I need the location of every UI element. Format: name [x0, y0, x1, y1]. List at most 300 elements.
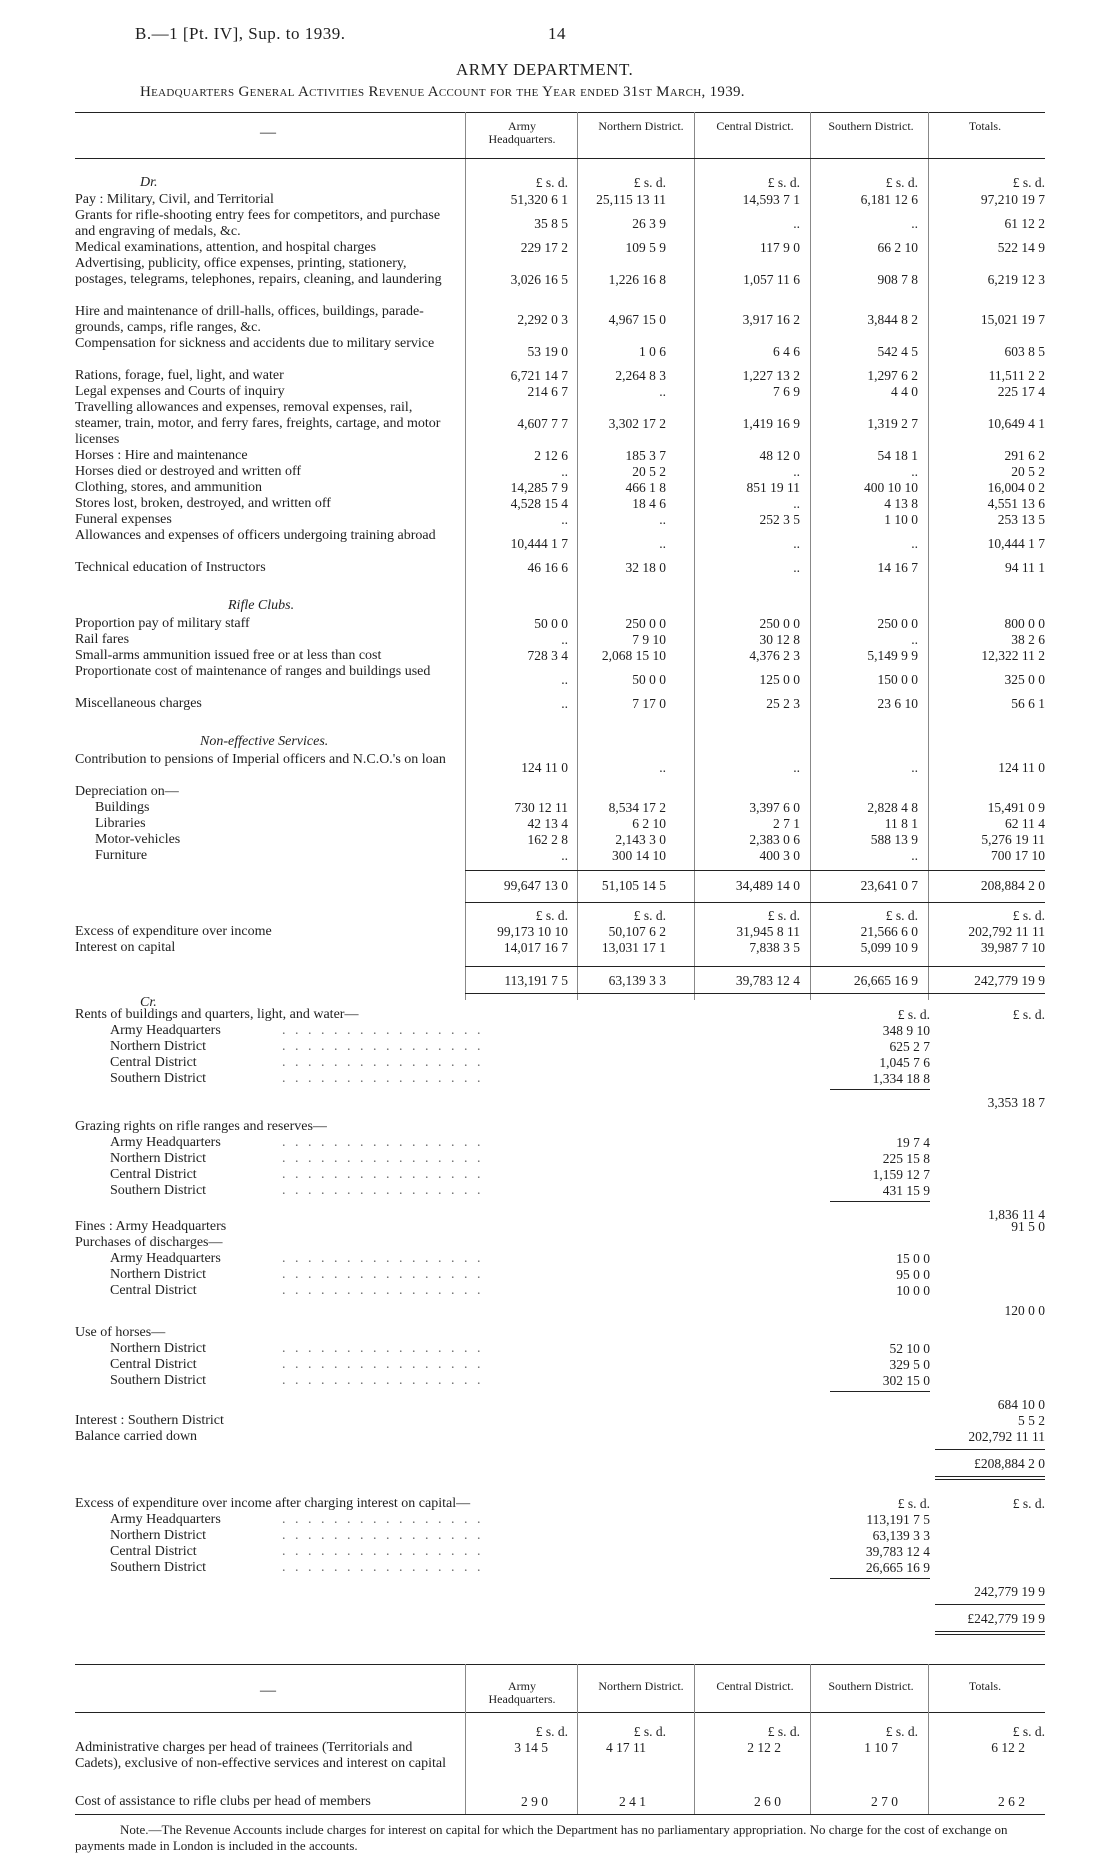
- cell-nd: 26 3 9: [632, 216, 666, 231]
- column-rule: [694, 1664, 695, 1814]
- cr-item-amount: 39,783 12 4: [865, 1544, 930, 1559]
- interest-total: 5 5 2: [1018, 1413, 1045, 1428]
- cell-tot: 10,444 1 7: [987, 536, 1045, 551]
- cell-tot: 12,322 11 2: [981, 648, 1045, 663]
- cell-nd: ..: [659, 760, 666, 775]
- cr-item-label: Army Headquarters: [110, 1023, 221, 1038]
- cell-ahq: ..: [561, 512, 568, 527]
- cell-nd: ..: [659, 512, 666, 527]
- rule-line: [465, 870, 1045, 871]
- per-head-cd: 2 12 2: [747, 1740, 781, 1755]
- row-label: Small-arms ammunition issued free or at less than cost: [75, 648, 382, 663]
- cell-cd: 3,397 6 0: [749, 800, 800, 815]
- rule-line: [465, 993, 1045, 994]
- balance-label: Balance carried down: [75, 1429, 198, 1444]
- cell-sd: 150 0 0: [877, 672, 918, 687]
- cell-sd: 1,297 6 2: [867, 368, 918, 383]
- discharges-total: 120 0 0: [1004, 1303, 1045, 1318]
- cr-item-amount: 15 0 0: [896, 1251, 930, 1266]
- cell-tot: 20 5 2: [1011, 464, 1045, 479]
- currency-ph-nd: £ s. d.: [633, 1724, 666, 1739]
- rule-line: [75, 158, 1045, 159]
- cell-sd: ..: [911, 536, 918, 551]
- cell-ahq: 35 8 5: [534, 216, 568, 231]
- account-title: Headquarters General Activities Revenue Account for the Year ended 31st March, 1939.: [140, 84, 745, 100]
- cell-sd: ..: [911, 848, 918, 863]
- cr-item-label: Central District: [110, 1055, 197, 1070]
- ph-column-heading-ahq: Army Headquarters.: [488, 1679, 556, 1706]
- depreciation-label: Furniture: [95, 848, 148, 863]
- cell-sd: 23 6 10: [877, 696, 918, 711]
- currency-dr-ahq: £ s. d.: [535, 175, 568, 190]
- excess-total-tot: 242,779 19 9: [974, 973, 1045, 988]
- cell-ahq: 46 16 6: [527, 560, 568, 575]
- cell-tot: 4,551 13 6: [987, 496, 1045, 511]
- cell-ahq: 124 11 0: [521, 760, 568, 775]
- cr-item-label: Northern District: [110, 1151, 207, 1166]
- cell-cd: 4,376 2 3: [749, 648, 800, 663]
- ph-column-heading-cd: Central District.: [716, 1679, 794, 1693]
- cell-cd: 3,917 16 2: [742, 312, 800, 327]
- cell-nd: 250 0 0: [625, 616, 666, 631]
- cell-sd: 588 13 9: [870, 832, 918, 847]
- cell-sd: 1 10 0: [884, 512, 918, 527]
- cell-nd: 2,264 8 3: [615, 368, 666, 383]
- rule-line: [465, 966, 1045, 967]
- leader-dots: . . . . . . . . . . . . . . . .: [282, 1167, 484, 1182]
- row-label: Rations, forage, fuel, light, and water: [75, 368, 284, 383]
- cell-cd: 48 12 0: [759, 448, 800, 463]
- cell-ahq: 3,026 16 5: [510, 272, 568, 287]
- cell-ahq: 50 0 0: [534, 616, 568, 631]
- cell-sd: 3,844 8 2: [867, 312, 918, 327]
- rule-line: [75, 1814, 1045, 1815]
- cell-sd: 908 7 8: [877, 272, 918, 287]
- leader-dots: . . . . . . . . . . . . . . . .: [282, 1283, 484, 1298]
- leader-dots: . . . . . . . . . . . . . . . .: [282, 1135, 484, 1150]
- excess-total-cd: 39,783 12 4: [735, 973, 800, 988]
- currency-ai-tot: £ s. d.: [1012, 1496, 1045, 1511]
- cell-ahq: 14,285 7 9: [510, 480, 568, 495]
- leader-dots: . . . . . . . . . . . . . . . .: [282, 1357, 484, 1372]
- cell-cd: 851 19 11: [746, 480, 800, 495]
- cr-item-amount: 63,139 3 3: [872, 1528, 930, 1543]
- row-label: Technical education of Instructors: [75, 560, 266, 575]
- cell-tot: 700 17 10: [991, 848, 1045, 863]
- cell-cd: 250 0 0: [759, 616, 800, 631]
- rule-line: [935, 1476, 1045, 1477]
- cell-cd: 6 4 6: [773, 344, 800, 359]
- cr-item-label: Northern District: [110, 1341, 207, 1356]
- cell-nd: 13,031 17 1: [601, 940, 666, 955]
- excess-label: Excess of expenditure over income: [75, 924, 272, 939]
- horses-heading: Use of horses—: [75, 1325, 166, 1340]
- cell-sd: 250 0 0: [877, 616, 918, 631]
- cell-sd: ..: [911, 632, 918, 647]
- leader-dots: . . . . . . . . . . . . . . . .: [282, 1560, 484, 1575]
- cell-tot: 225 17 4: [997, 384, 1045, 399]
- department-title: ARMY DEPARTMENT.: [456, 60, 634, 79]
- column-rule: [465, 1664, 466, 1814]
- cell-ahq: ..: [561, 672, 568, 687]
- cell-cd: 2 7 1: [773, 816, 800, 831]
- non-effective-heading: Non-effective Services.: [200, 734, 329, 749]
- currency-dr-cd: £ s. d.: [767, 175, 800, 190]
- per-head-label: Administrative charges per head of trainees (Territorials and Cadets), exclusive of non-effective services and interest on capital: [75, 1740, 446, 1771]
- currency-dr-tot: £ s. d.: [1012, 175, 1045, 190]
- per-head-ahq: 3 14 5: [514, 1740, 548, 1755]
- cell-cd: 117 9 0: [760, 240, 800, 255]
- rule-line: [75, 1712, 1045, 1713]
- cell-tot: 6,219 12 3: [987, 272, 1045, 287]
- cell-nd: 300 14 10: [612, 848, 666, 863]
- cell-cd: ..: [793, 496, 800, 511]
- column-rule: [928, 112, 929, 1000]
- cell-sd: 14 16 7: [877, 560, 918, 575]
- cell-sd: 6,181 12 6: [860, 192, 918, 207]
- cr-item-label: Central District: [110, 1357, 197, 1372]
- cell-nd: 1 0 6: [639, 344, 666, 359]
- dr-heading: Dr.: [140, 175, 158, 190]
- rule-line: [75, 112, 1045, 113]
- cr-item-label: Southern District: [110, 1560, 207, 1575]
- cr-item-label: Southern District: [110, 1071, 207, 1086]
- cell-tot: 5,276 19 11: [981, 832, 1045, 847]
- cr-item-amount: 625 2 7: [889, 1039, 930, 1054]
- currency-cr-tot: £ s. d.: [1012, 1007, 1045, 1022]
- cell-cd: 252 3 5: [759, 512, 800, 527]
- per-head-tot: 6 12 2: [991, 1740, 1025, 1755]
- per-head-cd: 2 6 0: [754, 1794, 781, 1809]
- fines-total: 91 5 0: [1011, 1219, 1045, 1234]
- cell-cd: 31,945 8 11: [736, 924, 800, 939]
- cell-nd: 4,967 15 0: [608, 312, 666, 327]
- cr-group-heading: Grazing rights on rifle ranges and reserves—: [75, 1119, 327, 1134]
- footnote: Note.—The Revenue Accounts include charges for interest on capital for which the Department has no parliamentary appropriation. No charge for the cost of exchange on payments made in London is included in the accounts.: [75, 1822, 1008, 1853]
- cell-sd: 400 10 10: [864, 480, 918, 495]
- cell-tot: 800 0 0: [1004, 616, 1045, 631]
- currency-excess-tot: £ s. d.: [1012, 908, 1045, 923]
- cell-cd: 25 2 3: [766, 696, 800, 711]
- leader-dots: . . . . . . . . . . . . . . . .: [282, 1151, 484, 1166]
- subtotal-sd: 23,641 0 7: [860, 878, 918, 893]
- leader-dots: . . . . . . . . . . . . . . . .: [282, 1071, 484, 1086]
- leader-dots: . . . . . . . . . . . . . . . .: [282, 1023, 484, 1038]
- cr-item-amount: 329 5 0: [889, 1357, 930, 1372]
- currency-ph-tot: £ s. d.: [1012, 1724, 1045, 1739]
- cr-item-label: Central District: [110, 1283, 197, 1298]
- cr-item-label: Army Headquarters: [110, 1512, 221, 1527]
- cr-item-amount: 52 10 0: [889, 1341, 930, 1356]
- leader-dots: . . . . . . . . . . . . . . . .: [282, 1373, 484, 1388]
- cell-nd: 8,534 17 2: [608, 800, 666, 815]
- ph-column-heading-sd: Southern District.: [828, 1679, 914, 1693]
- row-label: Proportionate cost of maintenance of ranges and buildings used: [75, 664, 431, 679]
- cr-item-label: Central District: [110, 1167, 197, 1182]
- cell-cd: 7,838 3 5: [749, 940, 800, 955]
- after-interest-heading: Excess of expenditure over income after charging interest on capital—: [75, 1496, 471, 1511]
- cell-tot: 325 0 0: [1004, 672, 1045, 687]
- per-head-sd: 2 7 0: [871, 1794, 898, 1809]
- cell-sd: 1,319 2 7: [867, 416, 918, 431]
- excess-total-sd: 26,665 16 9: [853, 973, 918, 988]
- row-label: Horses died or destroyed and written off: [75, 464, 302, 479]
- cell-sd: 54 18 1: [877, 448, 918, 463]
- cr-grand-total: £208,884 2 0: [974, 1456, 1045, 1471]
- subtotal-ahq: 99,647 13 0: [503, 878, 568, 893]
- leader-dots: . . . . . . . . . . . . . . . .: [282, 1183, 484, 1198]
- cr-item-label: Army Headquarters: [110, 1251, 221, 1266]
- cell-nd: 3,302 17 2: [608, 416, 666, 431]
- cell-cd: 125 0 0: [759, 672, 800, 687]
- cell-nd: 1,226 16 8: [608, 272, 666, 287]
- cell-tot: 124 11 0: [998, 760, 1045, 775]
- cr-item-amount: 26,665 16 9: [865, 1560, 930, 1575]
- cell-sd: ..: [911, 464, 918, 479]
- leader-dots: . . . . . . . . . . . . . . . .: [282, 1251, 484, 1266]
- currency-dr-sd: £ s. d.: [885, 175, 918, 190]
- depreciation-label: Buildings: [95, 800, 150, 815]
- depreciation-label: Libraries: [95, 816, 146, 831]
- cr-item-amount: 1,159 12 7: [872, 1167, 930, 1182]
- row-label: Travelling allowances and expenses, removal expenses, rail, steamer, train, motor, and ferry fares, freights, cartage, and motor licenses: [75, 400, 441, 447]
- subtotal-cd: 34,489 14 0: [735, 878, 800, 893]
- ph-column-heading-nd: Northern District.: [598, 1679, 684, 1693]
- cell-tot: 15,021 19 7: [980, 312, 1045, 327]
- cell-nd: ..: [659, 384, 666, 399]
- cell-cd: 1,057 11 6: [743, 272, 800, 287]
- depreciation-label: Motor-vehicles: [95, 832, 181, 847]
- rule-line: [830, 1391, 930, 1392]
- rule-line: [465, 902, 1045, 903]
- cell-cd: ..: [793, 760, 800, 775]
- cell-nd: 32 18 0: [625, 560, 666, 575]
- cell-nd: 7 9 10: [632, 632, 666, 647]
- cell-tot: 61 12 2: [1004, 216, 1045, 231]
- cr-item-label: Southern District: [110, 1183, 207, 1198]
- cell-ahq: 728 3 4: [527, 648, 568, 663]
- leader-dots: . . . . . . . . . . . . . . . .: [282, 1512, 484, 1527]
- row-label: Stores lost, broken, destroyed, and written off: [75, 496, 331, 511]
- cell-ahq: 42 13 4: [527, 816, 568, 831]
- cell-sd: ..: [911, 760, 918, 775]
- cell-cd: 7 6 9: [773, 384, 800, 399]
- cell-sd: 4 4 0: [891, 384, 918, 399]
- cell-cd: 30 12 8: [759, 632, 800, 647]
- interest-label: Interest : Southern District: [75, 1413, 224, 1428]
- cell-tot: 10,649 4 1: [987, 416, 1045, 431]
- cell-nd: 466 1 8: [625, 480, 666, 495]
- cell-nd: ..: [659, 536, 666, 551]
- cell-ahq: 51,320 6 1: [510, 192, 568, 207]
- cell-tot: 202,792 11 11: [968, 924, 1045, 939]
- subtotal-tot: 208,884 2 0: [980, 878, 1045, 893]
- cell-tot: 253 13 5: [997, 512, 1045, 527]
- row-label: Clothing, stores, and ammunition: [75, 480, 263, 495]
- currency-cr-sub: £ s. d.: [897, 1007, 930, 1022]
- cell-cd: 14,593 7 1: [742, 192, 800, 207]
- ph-dash-heading: —: [260, 1682, 276, 1699]
- cell-ahq: 730 12 11: [514, 800, 568, 815]
- cell-tot: 16,004 0 2: [987, 480, 1045, 495]
- row-label: Hire and maintenance of drill-halls, offices, buildings, parade-grounds, camps, rifle ranges, &c.: [75, 304, 424, 335]
- cr-group-total: 3,353 18 7: [987, 1095, 1045, 1110]
- cell-cd: ..: [793, 536, 800, 551]
- cr-item-amount: 1,334 18 8: [872, 1071, 930, 1086]
- row-label: Rail fares: [75, 632, 130, 647]
- after-interest-total: 242,779 19 9: [974, 1584, 1045, 1599]
- cell-ahq: 53 19 0: [527, 344, 568, 359]
- per-head-label: Cost of assistance to rifle clubs per head of members: [75, 1794, 371, 1809]
- cr-item-amount: 95 0 0: [896, 1267, 930, 1282]
- cell-ahq: 10,444 1 7: [510, 536, 568, 551]
- cell-tot: 291 6 2: [1004, 448, 1045, 463]
- row-label: Funeral expenses: [75, 512, 172, 527]
- cr-item-amount: 113,191 7 5: [866, 1512, 930, 1527]
- rifle-clubs-heading: Rifle Clubs.: [228, 598, 295, 613]
- cell-cd: ..: [793, 216, 800, 231]
- cr-group-total: 1,836 11 4: [988, 1207, 1045, 1222]
- dash-column-heading: —: [260, 124, 276, 141]
- cell-sd: 2,828 4 8: [867, 800, 918, 815]
- rule-line: [75, 1664, 1045, 1665]
- cr-item-amount: 10 0 0: [896, 1283, 930, 1298]
- cr-item-label: Northern District: [110, 1528, 207, 1543]
- per-head-tot: 2 6 2: [998, 1794, 1025, 1809]
- cell-ahq: 6,721 14 7: [510, 368, 568, 383]
- discharges-heading: Purchases of discharges—: [75, 1235, 223, 1250]
- cell-sd: 21,566 6 0: [860, 924, 918, 939]
- cr-item-amount: 225 15 8: [882, 1151, 930, 1166]
- cell-ahq: 4,528 15 4: [510, 496, 568, 511]
- currency-ai-sub: £ s. d.: [897, 1496, 930, 1511]
- cell-tot: 97,210 19 7: [980, 192, 1045, 207]
- column-heading-nd: Northern District.: [598, 119, 684, 133]
- excess-total-ahq: 113,191 7 5: [504, 973, 568, 988]
- cell-tot: 94 11 1: [1005, 560, 1045, 575]
- cell-tot: 56 6 1: [1011, 696, 1045, 711]
- row-label: Advertising, publicity, office expenses, printing, stationery, postages, telegrams, telephones, repairs, cleaning, and laundering: [75, 256, 442, 287]
- row-label: Contribution to pensions of Imperial officers and N.C.O.'s on loan: [75, 752, 446, 767]
- cr-heading: Cr.: [140, 995, 157, 1010]
- row-label: Compensation for sickness and accidents due to military service: [75, 336, 435, 351]
- cell-nd: 2,068 15 10: [601, 648, 666, 663]
- cell-nd: 50 0 0: [632, 672, 666, 687]
- leader-dots: . . . . . . . . . . . . . . . .: [282, 1528, 484, 1543]
- cell-cd: 1,419 16 9: [742, 416, 800, 431]
- cell-cd: ..: [793, 464, 800, 479]
- row-label: Horses : Hire and maintenance: [75, 448, 248, 463]
- cell-nd: 18 4 6: [632, 496, 666, 511]
- cell-sd: 5,099 10 9: [860, 940, 918, 955]
- row-label: Medical examinations, attention, and hospital charges: [75, 240, 377, 255]
- cr-item-amount: 431 15 9: [882, 1183, 930, 1198]
- cr-item-label: Southern District: [110, 1373, 207, 1388]
- column-heading-sd: Southern District.: [828, 119, 914, 133]
- cell-cd: ..: [793, 560, 800, 575]
- currency-ph-cd: £ s. d.: [767, 1724, 800, 1739]
- excess-total-nd: 63,139 3 3: [608, 973, 666, 988]
- row-label: Legal expenses and Courts of inquiry: [75, 384, 285, 399]
- cell-tot: 38 2 6: [1011, 632, 1045, 647]
- cell-ahq: 4,607 7 7: [517, 416, 568, 431]
- cell-sd: 5,149 9 9: [867, 648, 918, 663]
- rule-line: [935, 1634, 1045, 1635]
- column-rule: [928, 1664, 929, 1814]
- cell-sd: 4 13 8: [884, 496, 918, 511]
- cr-group-heading: Rents of buildings and quarters, light, and water—: [75, 1007, 359, 1022]
- cell-tot: 15,491 0 9: [987, 800, 1045, 815]
- after-interest-grand: £242,779 19 9: [967, 1611, 1045, 1626]
- cell-ahq: 214 6 7: [527, 384, 568, 399]
- cell-tot: 603 8 5: [1004, 344, 1045, 359]
- balance-total: 202,792 11 11: [968, 1429, 1045, 1444]
- cr-item-amount: 348 9 10: [882, 1023, 930, 1038]
- leader-dots: . . . . . . . . . . . . . . . .: [282, 1039, 484, 1054]
- excess-label: Interest on capital: [75, 940, 176, 955]
- leader-dots: . . . . . . . . . . . . . . . .: [282, 1341, 484, 1356]
- cell-sd: 66 2 10: [877, 240, 918, 255]
- rule-line: [935, 1449, 1045, 1450]
- per-head-nd: 4 17 11: [606, 1740, 646, 1755]
- row-label: Allowances and expenses of officers undergoing training abroad: [75, 528, 436, 543]
- cell-nd: 50,107 6 2: [608, 924, 666, 939]
- column-rule: [577, 1664, 578, 1814]
- cr-item-label: Northern District: [110, 1039, 207, 1054]
- cell-ahq: 162 2 8: [527, 832, 568, 847]
- cell-ahq: 14,017 16 7: [503, 940, 568, 955]
- ph-column-heading-tot: Totals.: [968, 1679, 1002, 1693]
- cell-ahq: ..: [561, 464, 568, 479]
- cell-nd: 109 5 9: [625, 240, 666, 255]
- leader-dots: . . . . . . . . . . . . . . . .: [282, 1055, 484, 1070]
- per-head-ahq: 2 9 0: [521, 1794, 548, 1809]
- currency-dr-nd: £ s. d.: [633, 175, 666, 190]
- currency-excess-ahq: £ s. d.: [535, 908, 568, 923]
- cell-nd: 7 17 0: [632, 696, 666, 711]
- column-heading-tot: Totals.: [968, 119, 1002, 133]
- cr-item-label: Northern District: [110, 1267, 207, 1282]
- cell-sd: 542 4 5: [877, 344, 918, 359]
- cell-nd: 6 2 10: [632, 816, 666, 831]
- row-label: Miscellaneous charges: [75, 696, 202, 711]
- cell-tot: 62 11 4: [1005, 816, 1045, 831]
- cell-tot: 11,511 2 2: [988, 368, 1045, 383]
- depreciation-heading: Depreciation on—: [75, 784, 179, 799]
- currency-excess-nd: £ s. d.: [633, 908, 666, 923]
- rule-line: [830, 1578, 930, 1579]
- cr-item-amount: 1,045 7 6: [879, 1055, 930, 1070]
- cell-ahq: 99,173 10 10: [497, 924, 568, 939]
- currency-excess-cd: £ s. d.: [767, 908, 800, 923]
- cell-nd: 2,143 3 0: [615, 832, 666, 847]
- cell-tot: 522 14 9: [997, 240, 1045, 255]
- cell-cd: 2,383 0 6: [749, 832, 800, 847]
- cr-item-amount: 19 7 4: [896, 1135, 930, 1150]
- currency-ph-sd: £ s. d.: [885, 1724, 918, 1739]
- cell-nd: 185 3 7: [625, 448, 666, 463]
- page-number: 14: [548, 24, 566, 43]
- column-heading-cd: Central District.: [716, 119, 794, 133]
- currency-excess-sd: £ s. d.: [885, 908, 918, 923]
- rule-line: [830, 1201, 930, 1202]
- per-head-sd: 1 10 7: [864, 1740, 898, 1755]
- row-label: Pay : Military, Civil, and Territorial: [75, 192, 274, 207]
- horses-total: 684 10 0: [997, 1397, 1045, 1412]
- per-head-nd: 2 4 1: [619, 1794, 646, 1809]
- cell-sd: ..: [911, 216, 918, 231]
- page-reference: B.—1 [Pt. IV], Sup. to 1939.: [135, 24, 346, 43]
